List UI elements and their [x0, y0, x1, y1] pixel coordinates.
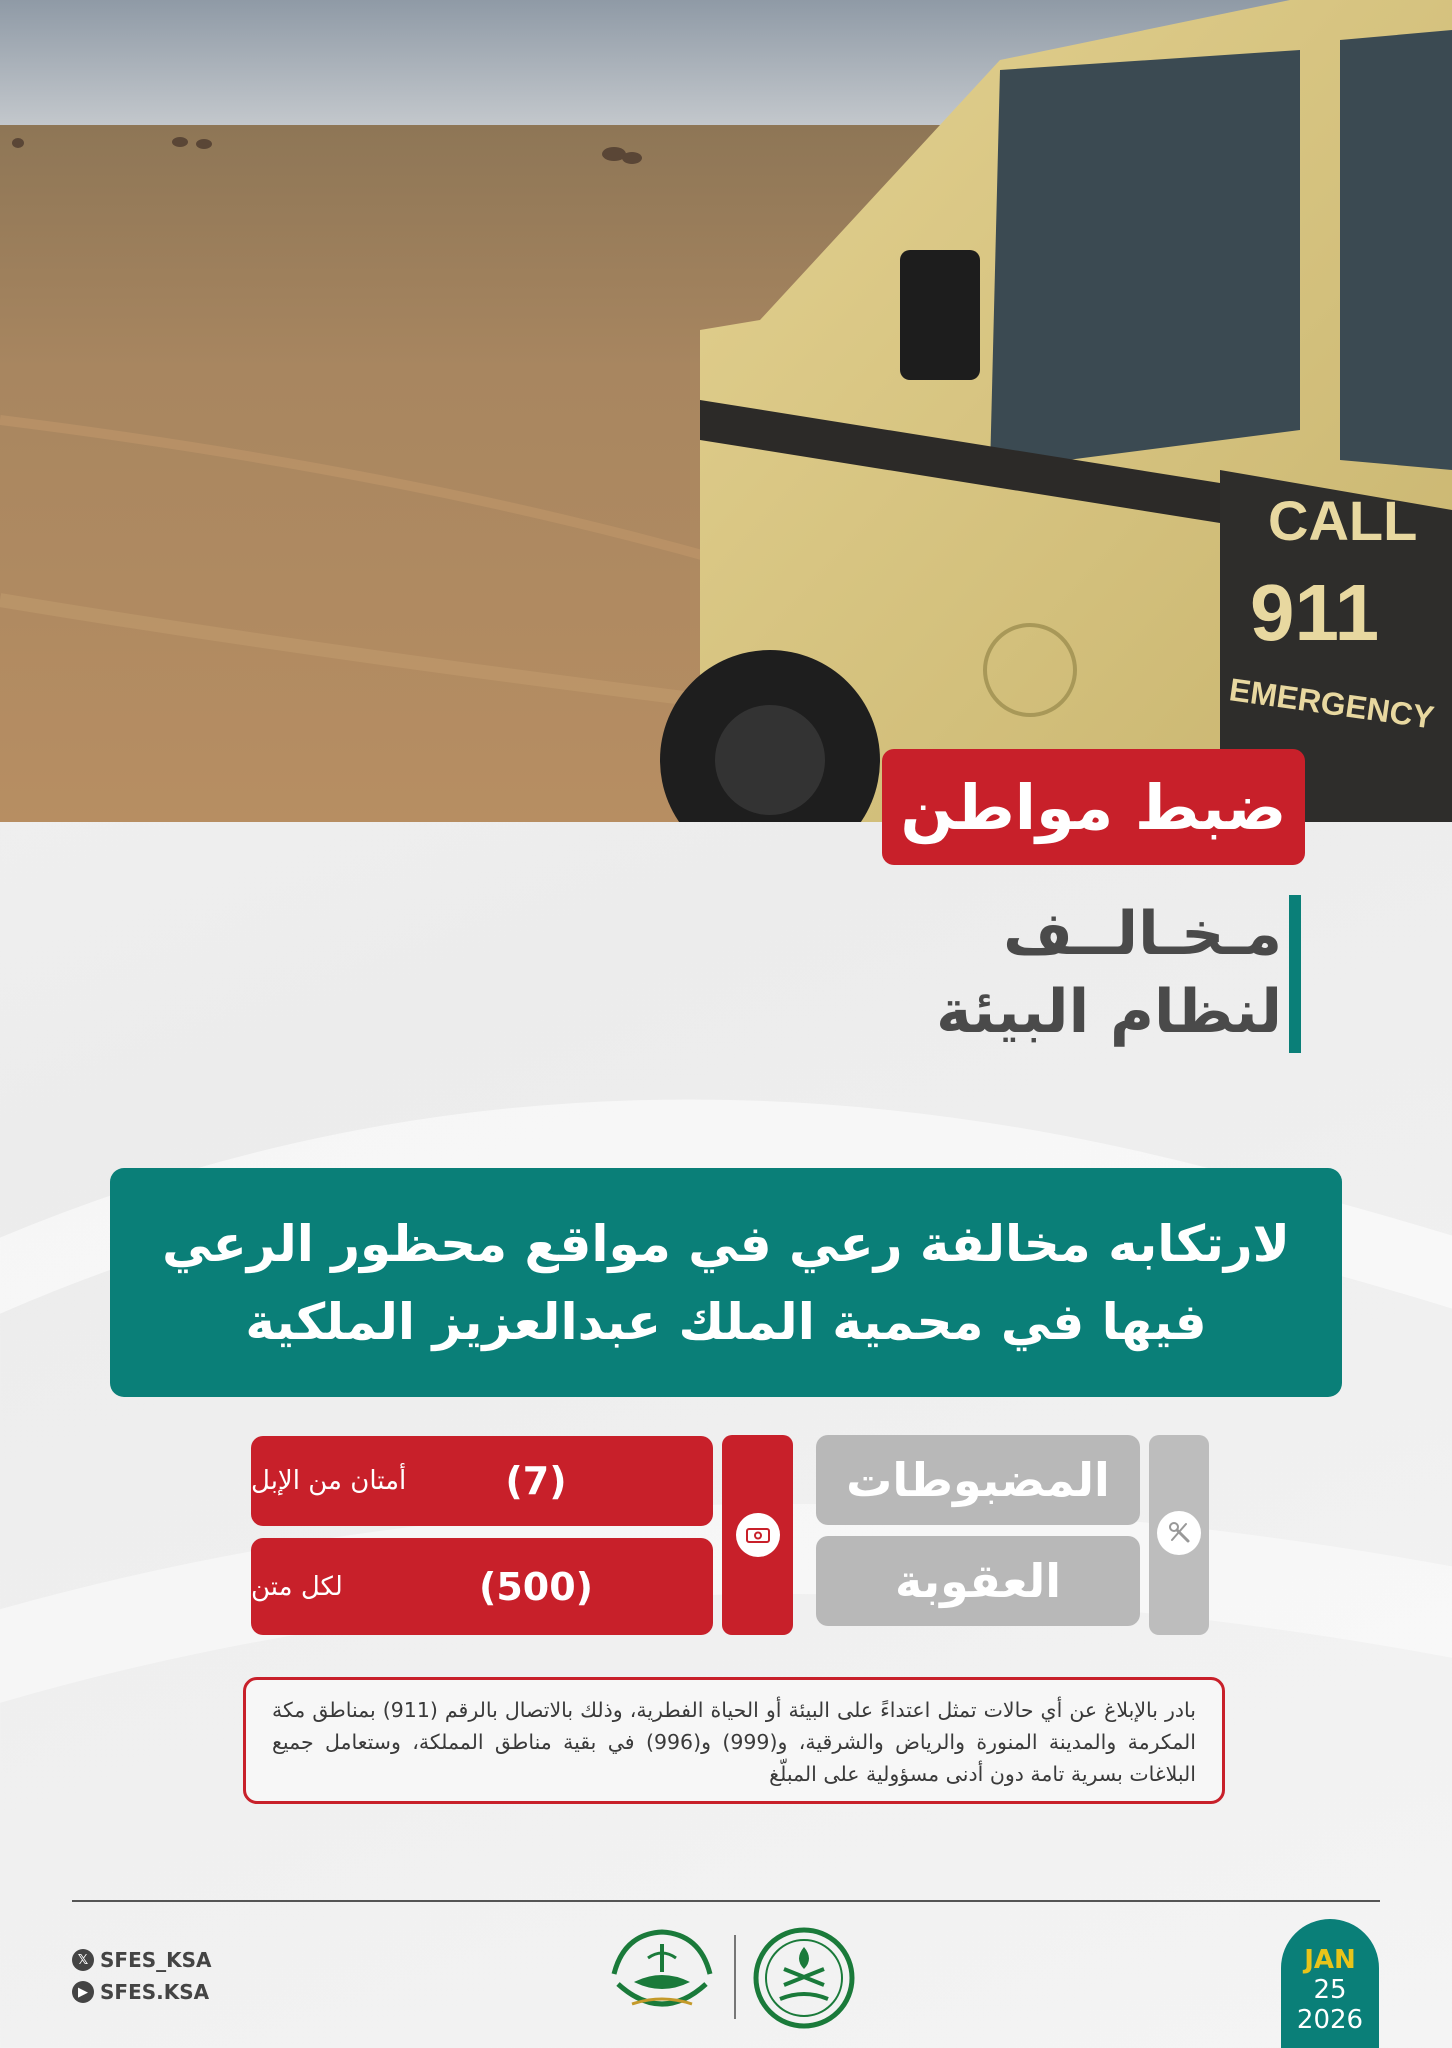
ministry-interior-logo [750, 1925, 858, 2031]
description-line-2: فيها في محمية الملك عبدالعزيز الملكية [245, 1292, 1207, 1351]
tools-icon [1157, 1511, 1201, 1555]
penalty-description: لكل متن [251, 1571, 343, 1602]
desert-patrol-photo [0, 0, 1452, 822]
info-icon-column [1149, 1435, 1209, 1635]
headline-tag-text: ضبط مواطن [900, 770, 1287, 844]
penalty-label [816, 1536, 1140, 1626]
violation-description [110, 1168, 1342, 1397]
special-forces-logo [604, 1924, 720, 2028]
seized-count: (7) [505, 1459, 567, 1503]
penalty-label-text: العقوبة [894, 1554, 1062, 1608]
subtitle-line-1: مـخـالــف [1003, 899, 1282, 969]
seized-label [816, 1435, 1140, 1525]
value-icon-column [722, 1435, 793, 1635]
money-icon [736, 1513, 780, 1557]
date-badge [1281, 1919, 1379, 2048]
social-x-link[interactable] [72, 1948, 212, 1972]
description-line-1: لارتكابه مخالفة رعي في مواقع محظور الرعي [162, 1214, 1290, 1273]
vehicle-call-text: CALL [1268, 489, 1418, 552]
notice-text: بادر بالإبلاغ عن أي حالات تمثل اعتداءً على البيئة أو الحياة الفطرية، وذلك بالاتصال بالرقم (911) بمناطق مكة المكرمة والمدينة المنورة والرياض والشرقية، و(999) و(996) في بقية مناطق المملكة، وستعامل جميع البلاغات بسرية تامة دون أدنى مسؤولية على المبلّغ [272, 1698, 1196, 1786]
seized-label-text: المضبوطات [846, 1453, 1110, 1507]
seized-description: أمتان من الإبل [251, 1466, 407, 1496]
social-x-handle: SFES_KSA [100, 1948, 212, 1972]
vehicle-911-text: 911 [1250, 568, 1380, 657]
report-notice [243, 1677, 1225, 1804]
penalty-row [251, 1538, 713, 1635]
logo-separator [734, 1935, 736, 2019]
footer-divider [72, 1900, 1380, 1902]
seized-row [251, 1436, 713, 1526]
x-logo-icon: 𝕏 [72, 1949, 94, 1971]
hero-photo [0, 0, 1452, 822]
penalty-amount: (500) [478, 1564, 594, 1609]
date-year: 2026 [1296, 2005, 1364, 2035]
date-month: JAN [1304, 1945, 1356, 1975]
social-youtube-link[interactable] [72, 1980, 209, 2004]
headline-tag [882, 749, 1305, 865]
subtitle-line-2: لنظام البيئة [936, 977, 1282, 1047]
headline-subtitle [830, 895, 1282, 1051]
subtitle-accent-bar [1289, 895, 1301, 1053]
youtube-icon: ▶ [72, 1981, 94, 2003]
social-youtube-handle: SFES.KSA [100, 1980, 210, 2004]
date-day: 25 [1313, 1975, 1347, 2005]
vehicle-emergency-text: EMERGENCY [1227, 671, 1437, 736]
